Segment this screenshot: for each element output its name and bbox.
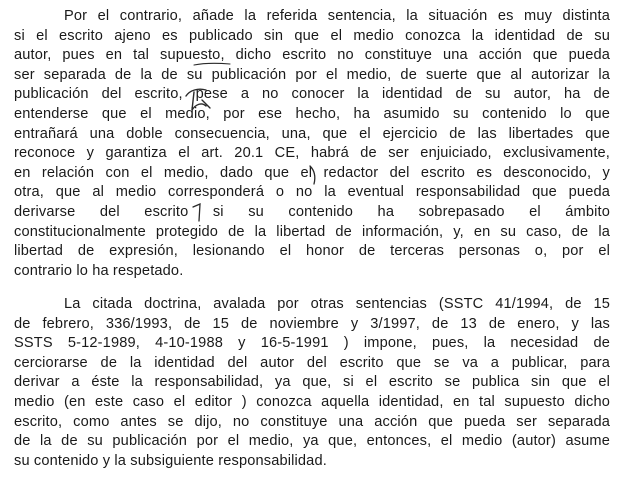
text-line: de febrero, 336/1993, de 15 de noviembre y 3/1997, de 13 de enero, y las: [14, 315, 610, 332]
text-line: en relación con el medio, dado que el redactor del escrito es desconocido, y: [14, 164, 610, 181]
text-line: medio (en este caso el editor ) conozca aquella identidad, en tal supuesto dicho: [14, 393, 610, 410]
text-line: Por el contrario, añade la referida sentencia, la situación es muy distinta: [64, 8, 610, 24]
text-line: SSTS 5-12-1989, 4-10-1988 y 16-5-1991 ) impone, pues, la necesidad de: [14, 335, 610, 352]
text-line: libertad de expresión, lesionando el honor de terceras personas o, por el: [14, 243, 610, 260]
paragraph-2: [14, 295, 610, 471]
text-line: entrañará una doble consecuencia, una, que el ejercicio de las libertades que: [14, 125, 610, 142]
text-line: entenderse que el medio, por ese hecho, ha asumido su contenido lo que: [14, 105, 610, 122]
paragraph-1: [14, 7, 610, 281]
text-line: su contenido y la subsiguiente responsabilidad.: [14, 452, 327, 469]
text-line: publicación del escrito, pese a no conocer la identidad de su autor, ha de: [14, 86, 610, 103]
text-line: ser separada de la de su publicación por el medio, de suerte que al autorizar la: [14, 66, 610, 83]
text-line: de la de su publicación por el medio, ya que, entonces, el medio (autor) asume: [14, 433, 610, 450]
text-line: autor, pues en tal supuesto, dicho escrito no constituye una acción que pueda: [14, 47, 610, 64]
text-line: reconoce y garantiza el art. 20.1 CE, habrá de ser enjuiciado, exclusivamente,: [14, 145, 610, 162]
text-line: La citada doctrina, avalada por otras sentencias (SSTC 41/1994, de 15: [64, 296, 610, 312]
text-line: si el escrito ajeno es publicado sin que el medio conozca la identidad de su: [14, 27, 610, 44]
text-line: derivarse del escrito si su contenido ha sobrepasado el ámbito: [14, 203, 610, 220]
text-line: otra, que al medio corresponderá o no la eventual responsabilidad que pueda: [14, 184, 610, 201]
text-line: constitucionalmente protegido de la libertad de información, y, en su caso, de la: [14, 223, 610, 240]
text-line: derivar a éste la responsabilidad, ya que, si el escrito se publica sin que el: [14, 374, 610, 391]
text-line: contrario lo ha respetado.: [14, 262, 184, 279]
text-line: cerciorarse de la identidad del autor del escrito que se va a publicar, para: [14, 354, 610, 371]
text-line: escrito, como antes se dijo, no constituye una acción que pueda ser separada: [14, 413, 610, 430]
